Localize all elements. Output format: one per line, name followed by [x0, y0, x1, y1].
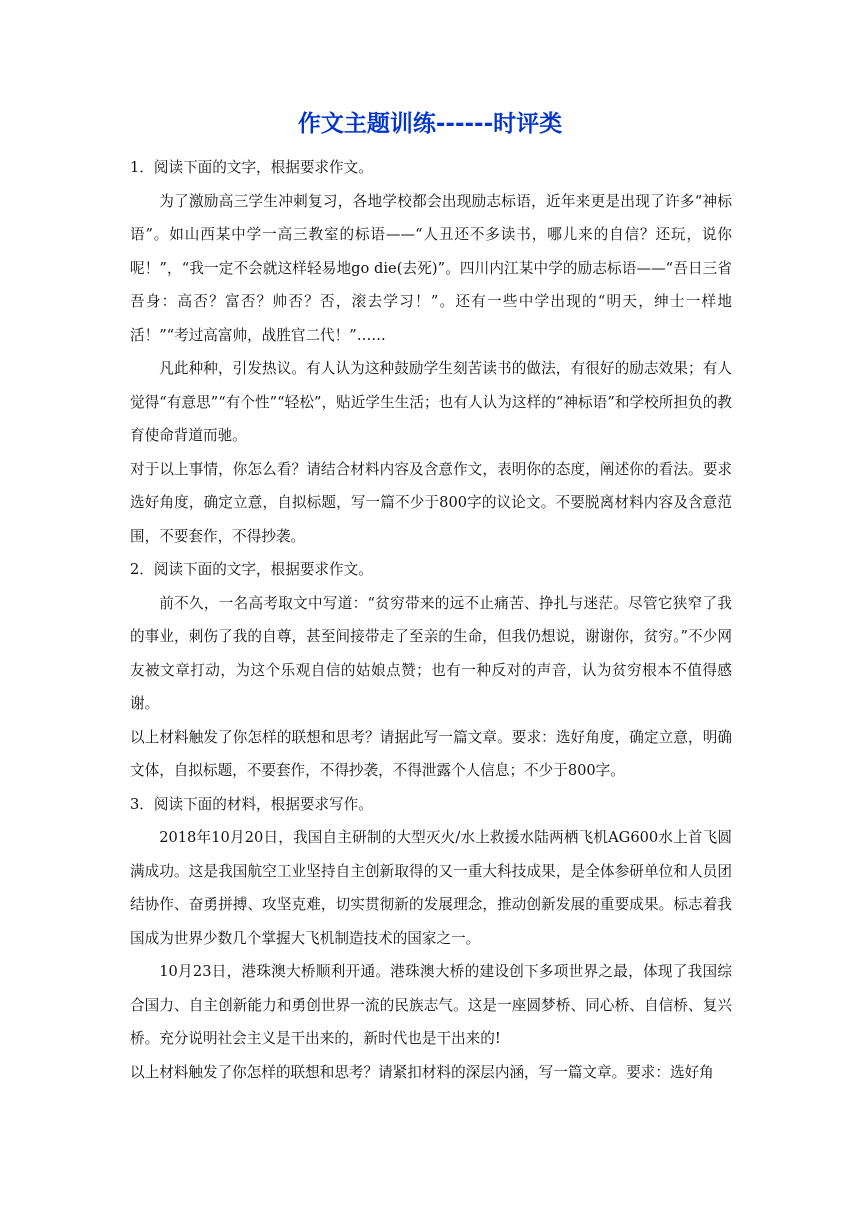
question-3-heading: 3．阅读下面的材料，根据要求写作。	[130, 795, 373, 813]
document-body	[130, 151, 732, 1089]
question-3-requirement: 以上材料触发了你怎样的联想和思考？请紧扣材料的深层内涵，写一篇文章。要求：选好角	[130, 1063, 714, 1081]
question-3-material-paragraph-2: 10月23日，港珠澳大桥顺利开通。港珠澳大桥的建设创下多项世界之最，体现了我国综合国力、自主创新能力和勇创世界一流的民族志气。这是一座圆梦桥、同心桥、自信桥、复兴桥。充分说明社会主义是干出来的，新时代也是干出来的!	[130, 963, 732, 1047]
question-1-material-paragraph-1: 为了激励高三学生冲刺复习，各地学校都会出现励志标语，近年来更是出现了许多“神标语”。如山西某中学一高三教室的标语——“人丑还不多读书，哪儿来的自信？还玩，说你呢！”，“我一定不会就这样轻易地go die(去死)”。四川内江某中学的励志标语——“吾日三省吾身：高否？富否？帅否？否，滚去学习！”。还有一些中学出现的“明天，绅士一样地活！”“考过高富帅，战胜官二代！”……	[130, 192, 732, 344]
question-2-heading: 2．阅读下面的文字，根据要求作文。	[130, 561, 373, 578]
question-1-material-paragraph-2: 凡此种种，引发热议。有人认为这种鼓励学生刻苦读书的做法，有很好的励志效果；有人觉得“有意思”“有个性”“轻松”，贴近学生生活；也有人认为这样的“神标语”和学校所担负的教育使命背道而驰。	[130, 360, 732, 444]
page-title: 作文主题训练------时评类	[297, 111, 563, 137]
question-2-material-paragraph-1: 前不久，一名高考取文中写道：“贫穷带来的远不止痛苦、挣扎与迷茫。尽管它狭窄了我的事业，刺伤了我的自尊，甚至间接带走了至亲的生命，但我仍想说，谢谢你，贫穷。”不少网友被文章打动，为这个乐观自信的姑娘点赞；也有一种反对的声音，认为贫穷根本不值得感谢。	[130, 594, 732, 712]
question-1-heading: 1．阅读下面的文字，根据要求作文。	[130, 159, 373, 176]
question-3-material-paragraph-1: 2018年10月20日，我国自主研制的大型灭火/水上救援水陆两栖飞机AG600水上首飞圆满成功。这是我国航空工业坚持自主创新取得的又一重大科技成果，是全体参研单位和人员团结协作、奋勇拼搏、攻坚克难，切实贯彻新的发展理念，推动创新发展的重要成果。标志着我国成为世界少数几个掌握大飞机制造技术的国家之一。	[130, 829, 732, 947]
question-2-requirement: 以上材料触发了你怎样的联想和思考？请据此写一篇文章。要求：选好角度，确定立意，明确文体，自拟标题，不要套作，不得抄袭，不得泄露个人信息；不少于800字。	[130, 728, 732, 779]
question-1-requirement: 对于以上事情，你怎么看？请结合材料内容及含意作文，表明你的态度，阐述你的看法。要求选好角度，确定立意，自拟标题，写一篇不少于800字的议论文。不要脱离材料内容及含意范围，不要套作，不得抄袭。	[130, 460, 732, 545]
